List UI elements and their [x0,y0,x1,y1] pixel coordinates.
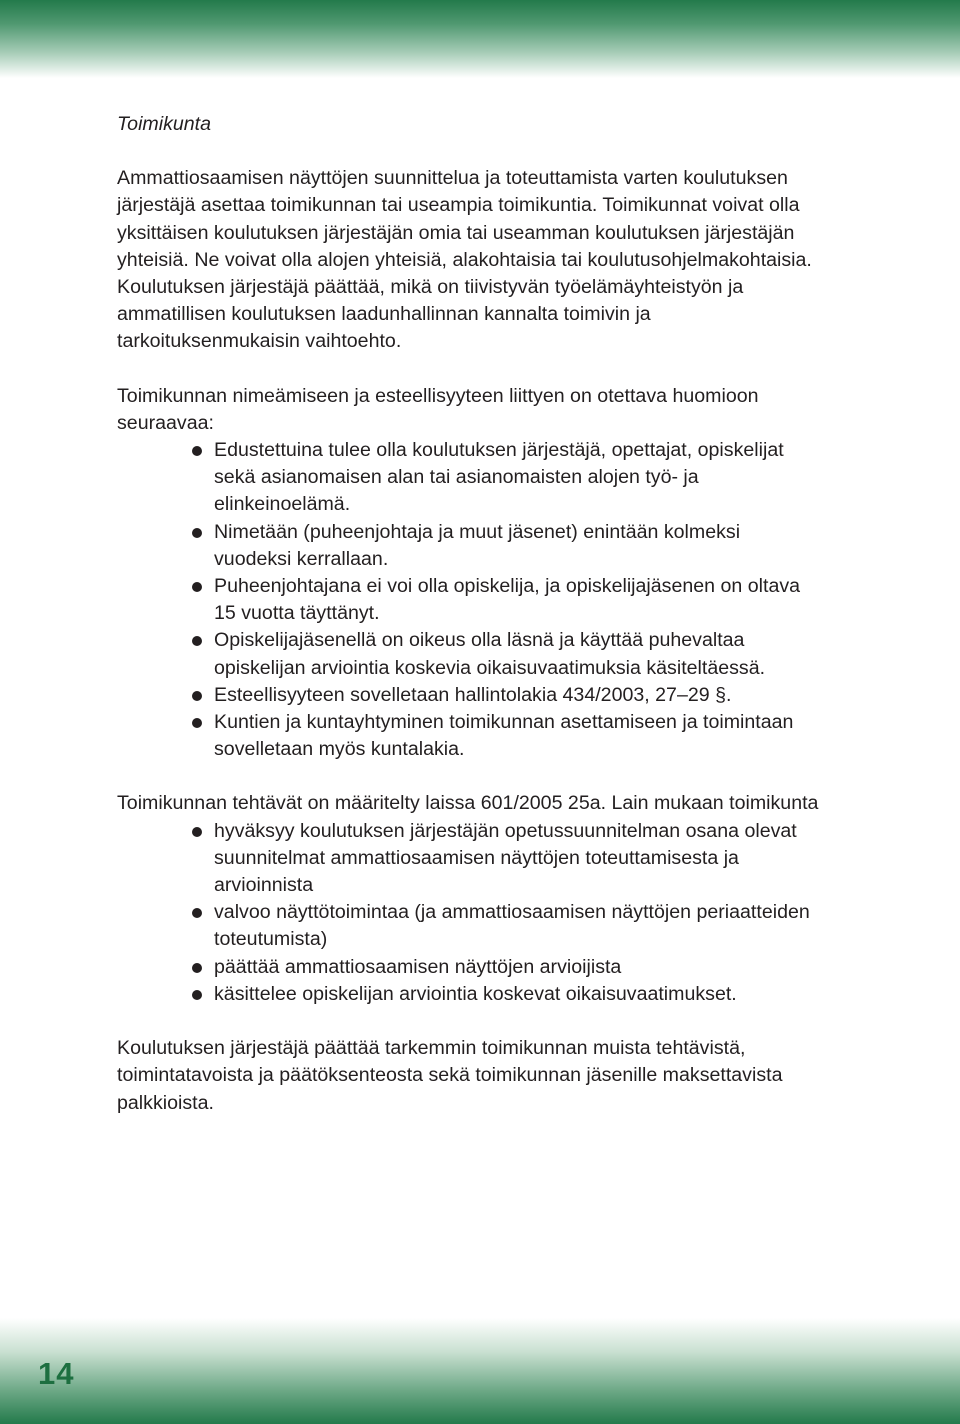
page-content [117,111,822,1144]
list-item: Puheenjohtajana ei voi olla opiskelija, ja opiskelijajäsenen on oltava 15 vuotta täyttänyt. [188,573,822,627]
paragraph-closing: Koulutuksen järjestäjä päättää tarkemmin toimikunnan muista tehtävistä, toimintatavoista ja päätöksenteosta sekä toimikunnan jäsenille maksettavista palkkioista. [117,1037,783,1114]
list-item: hyväksyy koulutuksen järjestäjän opetussuunnitelman osana olevat suunnitelmat ammattiosaamisen näyttöjen toteuttamisesta ja arvioinnista [188,818,822,900]
list-item: Kuntien ja kuntayhtyminen toimikunnan asettamiseen ja toimintaan sovelletaan myös kuntalakia. [188,709,822,763]
duties-list [117,818,822,1008]
bullet-icon [192,582,202,592]
list-item: Esteellisyyteen sovelletaan hallintolakia 434/2003, 27–29 §. [188,682,822,709]
footer-gradient-band [0,1318,960,1424]
bullet-icon [192,446,202,456]
bullet-icon [192,963,202,973]
list-item: käsittelee opiskelijan arviointia koskevat oikaisuvaatimukset. [188,981,822,1008]
list-item: Nimetään (puheenjohtaja ja muut jäsenet) enintään kolmeksi vuodeksi kerrallaan. [188,519,822,573]
header-gradient-band [0,0,960,78]
paragraph-duties: Toimikunnan tehtävät on määritelty laissa 601/2005 25a. Lain mukaan toimikunta [117,792,819,815]
bullet-icon [192,827,202,837]
list-item: Opiskelijajäsenellä on oikeus olla läsnä ja käyttää puhevaltaa opiskelijan arviointia koskevia oikaisuvaatimuksia käsiteltäessä. [188,627,822,681]
bullet-icon [192,718,202,728]
paragraph-intro: Ammattiosaamisen näyttöjen suunnittelua ja toteuttamista varten koulutuksen järjestäjä asettaa toimikunnan tai useampia toimikuntia. Toimikunnat voivat olla yksittäisen koulutuksen järjestäjän omia tai useamman koulutuksen järjestäjän yhteisiä. Ne voivat olla alojen yhteisiä, alakohtaisia tai koulutusohjelmakohtaisia. Koulutuksen järjestäjä päättää, mikä on tiivistyvän työelämäyhteistyön ja ammatillisen koulutuksen laadunhallinnan kannalta toimivin ja tarkoituksenmukaisin vaihtoehto. [117,167,812,353]
list-item: valvoo näyttötoimintaa (ja ammattiosaamisen näyttöjen periaatteiden toteutumista) [188,899,822,953]
page-number: 14 [38,1356,75,1391]
appointment-list [117,437,822,763]
bullet-icon [192,990,202,1000]
bullet-icon [192,908,202,918]
bullet-icon [192,691,202,701]
list-item: Edustettuina tulee olla koulutuksen järjestäjä, opettajat, opiskelijat sekä asianomaisen alan tai asianomaisten alojen työ- ja elinkeinoelämä. [188,437,822,519]
section-heading: Toimikunta [117,113,212,135]
bullet-icon [192,636,202,646]
list-item: päättää ammattiosaamisen näyttöjen arvioijista [188,954,822,981]
bullet-icon [192,528,202,538]
paragraph-appointment: Toimikunnan nimeämiseen ja esteellisyyteen liittyen on otettava huomioon seuraavaa: [117,384,759,434]
